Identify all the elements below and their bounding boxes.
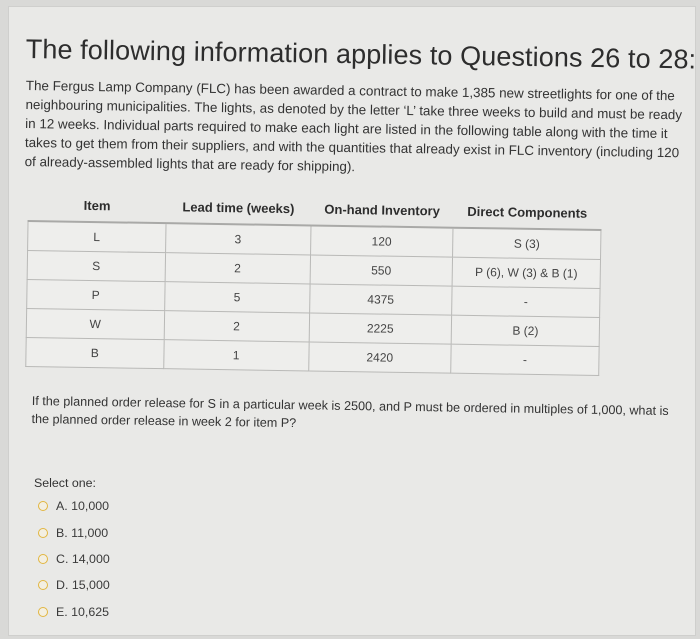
question-text: If the planned order release for S in a particular week is 2500, and P must be ordered in multiples of 1,000, what is the planned order release in week 2 for item P? [31,393,669,431]
cell-lead-time: 2 [165,253,310,284]
cell-inventory: 2225 [309,313,452,344]
cell-lead-time: 5 [164,282,309,313]
cell-components: B (2) [451,315,599,346]
header-lead-time: Lead time (weeks) [182,199,295,217]
cell-item: W [26,308,164,339]
option-label: E. 10,625 [56,604,110,619]
radio-button-icon[interactable] [38,501,48,511]
header-on-hand: On-hand Inventory [324,201,441,219]
option-b[interactable] [34,519,110,545]
cell-item: P [27,279,165,310]
option-e[interactable] [34,599,110,625]
cell-inventory: 120 [310,225,453,257]
option-label: B. 11,000 [56,525,109,540]
question-page [8,6,696,636]
option-c[interactable] [34,546,110,572]
cell-lead-time: 1 [163,340,308,371]
cell-components: - [451,344,599,375]
header-components: Direct Components [467,203,588,221]
option-d[interactable] [34,572,110,598]
cell-lead-time: 3 [165,223,310,255]
radio-button-icon[interactable] [38,528,48,538]
cell-components: P (6), W (3) & B (1) [452,257,600,288]
cell-lead-time: 2 [164,311,309,342]
intro-paragraph: The Fergus Lamp Company (FLC) has been awarded a contract to make 1,385 new streetlights for one of the neighbouring municipalities. The lights, as denoted by the letter ‘L’ take three weeks to build and must be ready in 12 weeks. Individual parts required to make each light are listed in the following table along with the time it takes to get them from their suppliers, and with the quantities that already exist in FLC inventory (including 120 of already-assembled lights that are ready for shipping). [24,77,683,175]
cell-inventory: 2420 [308,342,451,373]
cell-components: - [452,286,600,317]
option-label: D. 15,000 [56,578,110,593]
cell-inventory: 4375 [309,284,452,315]
cell-components: S (3) [453,228,601,260]
option-label: A. 10,000 [56,499,110,514]
cell-item: L [28,221,166,253]
radio-button-icon[interactable] [38,580,48,590]
radio-button-icon[interactable] [38,607,48,617]
components-table-wrap [25,192,602,376]
page-title: The following information applies to Questions 26 to 28: [25,34,697,75]
components-table [25,192,602,376]
option-a[interactable] [34,493,110,519]
radio-button-icon[interactable] [38,554,48,564]
header-item: Item [83,197,111,214]
cell-inventory: 550 [310,255,453,286]
answer-options [34,493,110,625]
option-label: C. 14,000 [56,551,110,566]
cell-item: B [26,337,164,368]
cell-item: S [27,251,165,282]
select-one-label: Select one: [34,476,96,490]
